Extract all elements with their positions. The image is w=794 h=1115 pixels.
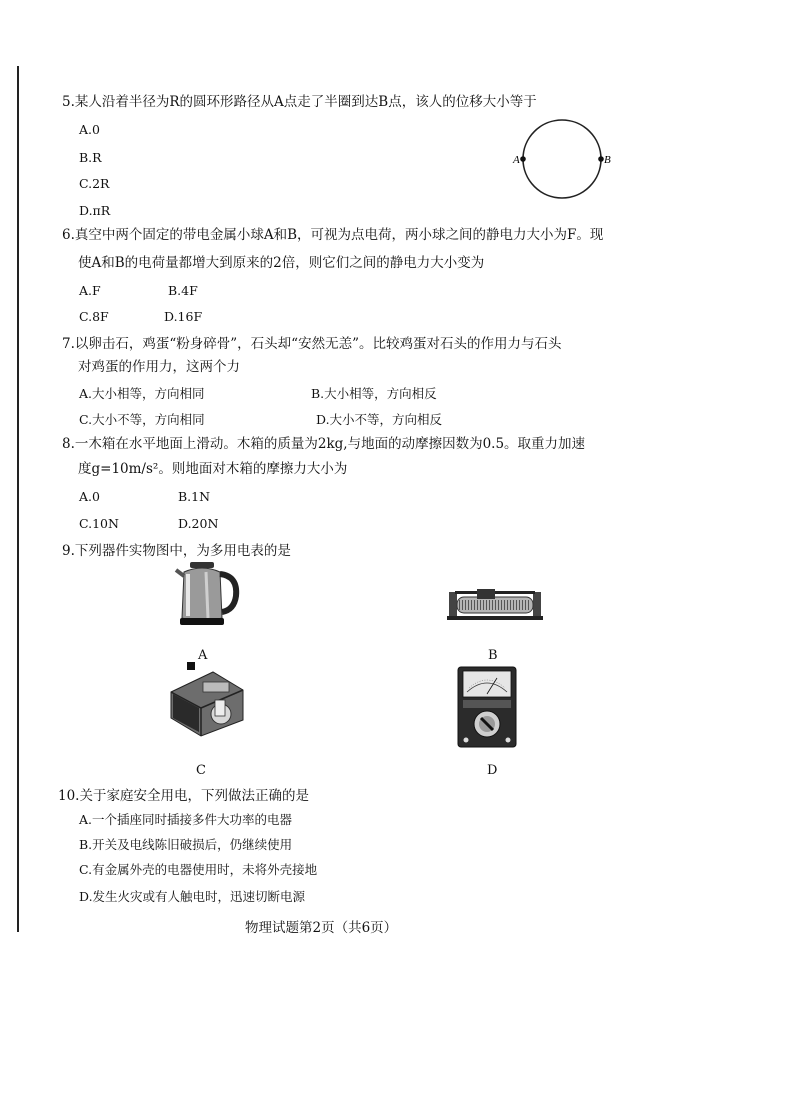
q9-caption-b: B [488,648,498,663]
q5-stem: 5.某人沿着半径为R的圆环形路径从A点走了半圈到达B点，该人的位移大小等于 [62,94,537,110]
q8-stem-line2: 度g=10m/s²。则地面对木箱的摩擦力大小为 [78,461,348,477]
binding-margin-line [17,66,19,932]
q5-option-b: B.R [79,150,102,165]
q9-caption-c: C [196,763,206,778]
q7-option-d: D.大小不等，方向相反 [316,412,443,427]
q6-option-a: A.F [79,283,101,298]
q7-stem-line2: 对鸡蛋的作用力，这两个力 [78,359,240,375]
q5-option-c: C.2R [79,176,110,191]
rheostat-image [447,588,543,622]
page-footer: 物理试题第2页（共6页） [245,920,398,936]
q5-point-b [598,156,604,162]
q9-caption-a: A [198,648,208,663]
q10-option-d: D.发生火灾或有人触电时，迅速切断电源 [79,889,306,904]
q8-option-c: C.10N [79,516,119,531]
q6-option-b: B.4F [168,283,198,298]
q5-option-a: A.0 [79,122,100,137]
q10-option-b: B.开关及电线陈旧破损后，仍继续使用 [79,837,293,852]
q8-option-d: D.20N [178,516,219,531]
q5-option-d: D.πR [79,203,111,218]
kettle-image [176,560,242,628]
switch-image [163,662,249,738]
q8-option-a: A.0 [79,489,100,504]
multimeter-image [457,666,517,748]
q6-option-c: C.8F [79,309,109,324]
q7-option-b: B.大小相等，方向相反 [311,386,437,401]
q6-option-d: D.16F [164,309,203,324]
q8-option-b: B.1N [178,489,211,504]
q6-stem-line1: 6.真空中两个固定的带电金属小球A和B，可视为点电荷，两小球之间的静电力大小为F。现 [62,227,604,243]
q10-stem: 10.关于家庭安全用电，下列做法正确的是 [58,788,309,804]
q5-circle-figure [510,118,620,202]
q5-point-a [520,156,526,162]
q10-option-a: A.一个插座同时插接多件大功率的电器 [79,812,293,827]
q9-caption-d: D [487,763,498,778]
q8-stem-line1: 8.一木箱在水平地面上滑动。木箱的质量为2kg,与地面的动摩擦因数为0.5。取重力加速 [62,436,586,452]
q5-label-a: A [513,154,520,166]
q9-stem: 9.下列器件实物图中，为多用电表的是 [62,543,291,559]
q7-option-a: A.大小相等，方向相同 [79,386,205,401]
q5-circle-path [523,120,601,198]
q5-label-b: B [604,154,611,166]
q7-stem-line1: 7.以卵击石，鸡蛋“粉身碎骨”，石头却“安然无恙”。比较鸡蛋对石头的作用力与石头 [62,336,562,352]
q10-option-c: C.有金属外壳的电器使用时，未将外壳接地 [79,862,318,877]
q6-stem-line2: 使A和B的电荷量都增大到原来的2倍，则它们之间的静电力大小变为 [78,255,485,271]
q7-option-c: C.大小不等，方向相同 [79,412,205,427]
